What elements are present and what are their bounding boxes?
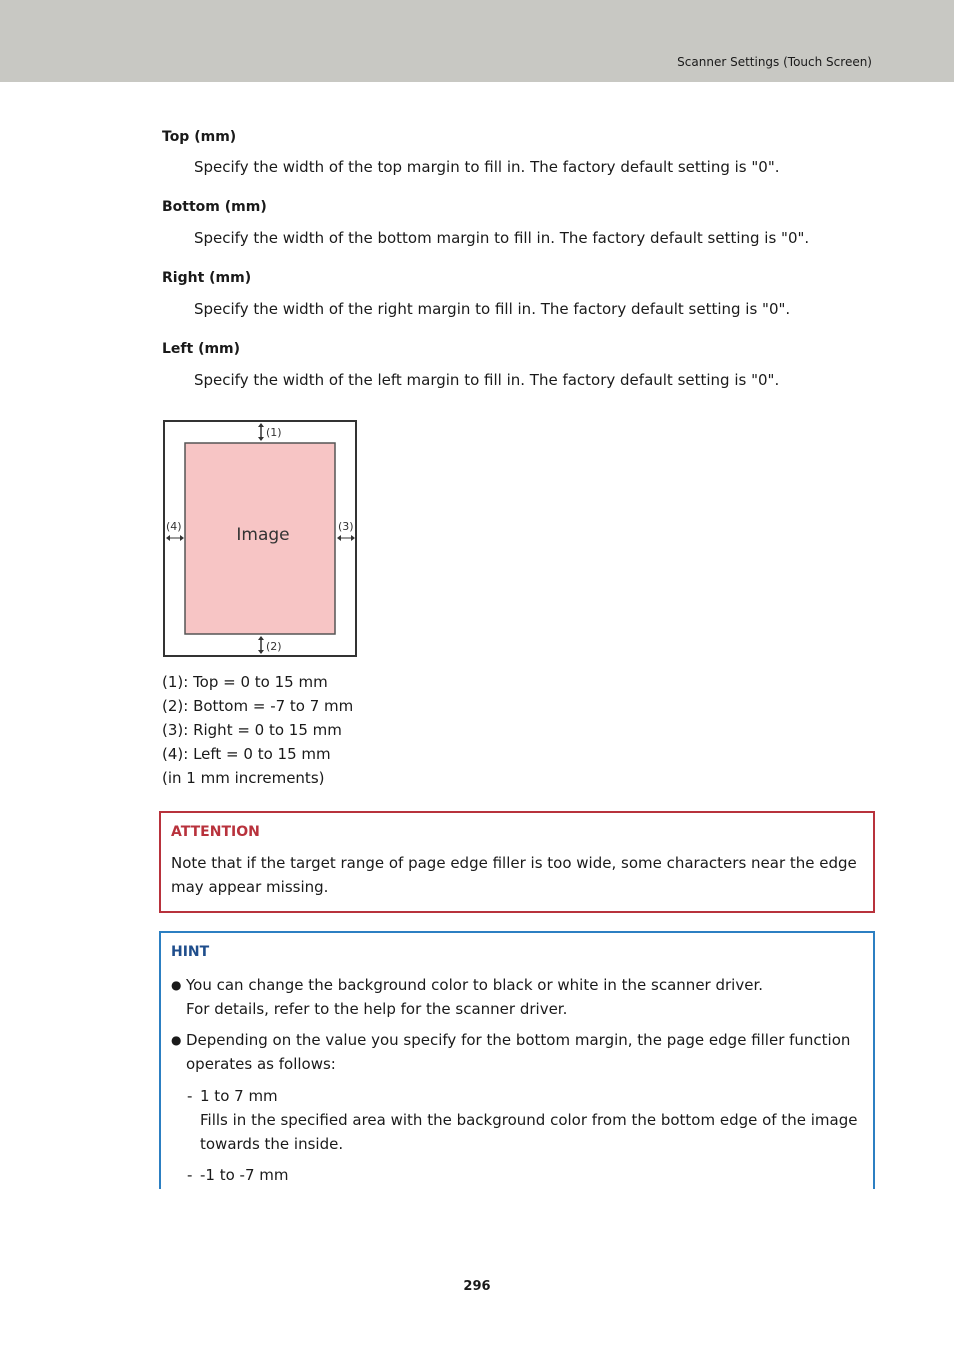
desc-right: Specify the width of the right margin to fill in. The factory default setting is "0". [194,300,791,318]
term-bottom: Bottom (mm) [162,199,267,215]
hint-bullet-subtext: For details, refer to the help for the scanner driver. [186,1000,568,1018]
page-header [0,0,954,82]
legend-bottom: (2): Bottom = -7 to 7 mm [162,697,354,715]
hint-subitem [187,1163,867,1187]
page-number: 296 [463,1279,491,1294]
term-right: Right (mm) [162,270,252,286]
subitem-text: Fills in the specified area with the background color from the bottom edge of the image towards the inside. [200,1111,858,1153]
label-left: (4) [166,520,182,533]
desc-top: Specify the width of the top margin to fill in. The factory default setting is "0". [194,158,780,176]
legend-right: (3): Right = 0 to 15 mm [162,721,342,739]
margin-diagram [162,419,359,659]
hint-box [159,931,875,1189]
attention-text: Note that if the target range of page edge filler is too wide, some characters near the edge may appear missing. [171,854,857,896]
term-left: Left (mm) [162,341,241,357]
dash-marker: - [187,1087,193,1105]
hint-bullet-text: You can change the background color to black or white in the scanner driver. [186,976,764,994]
legend-top: (1): Top = 0 to 15 mm [162,673,328,691]
bullet-icon: ● [171,1033,182,1047]
legend-left: (4): Left = 0 to 15 mm [162,745,331,763]
attention-box [159,811,875,913]
hint-bullet-item [171,1028,866,1076]
bullet-icon: ● [171,978,182,992]
label-top: (1) [266,426,282,439]
header-title: Scanner Settings (Touch Screen) [677,55,872,69]
hint-bullet-item [171,973,866,1021]
desc-bottom: Specify the width of the bottom margin to fill in. The factory default setting is "0". [194,229,810,247]
legend-increments: (in 1 mm increments) [162,769,325,787]
subitem-title: 1 to 7 mm [200,1087,278,1105]
hint-bullet-text: Depending on the value you specify for the bottom margin, the page edge filler function operates as follows: [186,1031,851,1073]
desc-left: Specify the width of the left margin to fill in. The factory default setting is "0". [194,371,780,389]
image-label: Image [236,525,290,545]
hint-title: HINT [171,944,210,960]
hint-subitem [187,1084,867,1156]
label-bottom: (2) [266,640,282,653]
attention-title: ATTENTION [171,824,260,840]
subitem-title: -1 to -7 mm [200,1166,289,1184]
dash-marker: - [187,1166,193,1184]
label-right: (3) [338,520,354,533]
term-top: Top (mm) [162,129,237,145]
